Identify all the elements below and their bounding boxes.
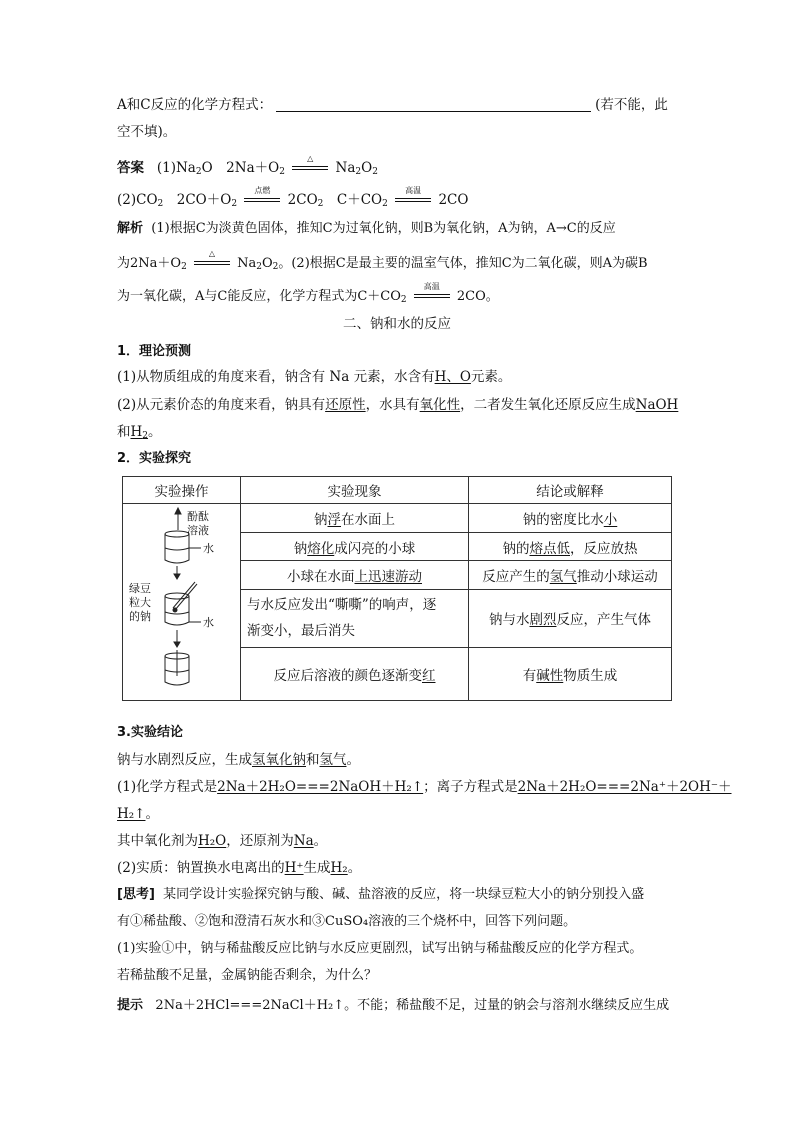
conclusion-cell: 钠的密度比水小 [469, 504, 672, 533]
think-line-1: [思考] 某同学设计实验探究钠与酸、碱、盐溶液的反应，将一块绿豆粒大小的钠分别投入盛 [117, 887, 645, 902]
experiment-table [122, 476, 672, 701]
experiment-illustration [123, 504, 241, 701]
question-line [117, 95, 668, 115]
illus-label-water: 水 [203, 542, 214, 555]
table-header-row [123, 477, 672, 504]
equal-sign-heat-2: △ [194, 251, 230, 269]
question-text: A和C反应的化学方程式： [117, 97, 273, 113]
analysis-label: 解析 [117, 221, 144, 236]
conclusion-cell: 钠的熔点低，反应放热 [469, 532, 672, 561]
hint-label: 提示 [117, 998, 144, 1013]
s3-line-2: (1)化学方程式是2Na＋2H₂O===2NaOH＋H₂↑；离子方程式是2Na＋2H₂O===2Na⁺＋2OH⁻＋ [117, 779, 732, 795]
s1-line-a: (1)从物质组成的角度来看，钠含有 Na 元素，水含有H、O元素。 [117, 369, 512, 385]
illus-label-phenol: 酚酞 [187, 510, 209, 523]
table-header-phenomenon: 实验现象 [241, 477, 469, 504]
s3-line-1: 钠与水剧烈反应，生成氢氧化钠和氢气。 [117, 752, 360, 768]
phenomenon-cell: 反应后溶液的颜色逐渐变红 [241, 647, 469, 700]
phenomenon-cell: 小球在水面上迅速游动 [241, 561, 469, 590]
s3-line-3: H₂↑。 [117, 806, 159, 822]
think-line-4: 若稀盐酸不足量，金属钠能否剩余，为什么？ [117, 968, 378, 983]
s3-line-5: (2)实质：钠置换水电离出的H⁺生成H₂。 [117, 860, 362, 876]
subsection-1-title: 1．理论预测 [117, 344, 192, 359]
table-row [123, 504, 672, 533]
s3-line-4: 其中氧化剂为H₂O，还原剂为Na。 [117, 833, 328, 849]
analysis-line-1: 解析 (1)根据C为淡黄色固体，推知C为过氧化钠，则B为氧化钠，A为钠，A→C的反应 [117, 221, 616, 236]
think-line-3: (1)实验①中，钠与稀盐酸反应比钠与水反应更剧烈，试写出钠与稀盐酸反应的化学方程式。 [117, 941, 643, 956]
equal-sign-high-temp: 高温 [395, 188, 431, 206]
answer-blank[interactable] [276, 97, 591, 112]
question-tail: (若不能，此 [595, 97, 668, 113]
subsection-2-title: 2．实验探究 [117, 451, 192, 466]
phenomenon-cell: 钠熔化成闪亮的小球 [241, 532, 469, 561]
s1-line-c: 和$H_2$。 [117, 424, 162, 441]
table-header-operation: 实验操作 [123, 477, 241, 504]
phenomenon-cell: 钠浮在水面上 [241, 504, 469, 533]
illus-label-sodium: 的钠 [129, 610, 151, 623]
hint-line: 提示 2Na＋2HCl===2NaCl＋H₂↑。不能；稀盐酸不足，过量的钠会与溶剂水继续反应生成 [117, 998, 670, 1013]
illus-label-size: 粒大 [129, 596, 151, 609]
illus-label-water-2: 水 [203, 616, 214, 629]
analysis-line-3: 为一氧化碳，A与C能反应，化学方程式为$C+CO_2$ 高温 2CO。 [117, 282, 499, 305]
answer-label: 答案 [117, 160, 144, 176]
beaker-illustration [125, 504, 238, 696]
table-header-conclusion: 结论或解释 [469, 477, 672, 504]
think-line-2: 有①稀盐酸、②饱和澄清石灰水和③CuSO₄溶液的三个烧杯中，回答下列问题。 [117, 914, 577, 929]
equal-sign-heat: △ [292, 156, 328, 174]
analysis-line-2: 为$2Na+O_2$ △ $Na_2O_2$。(2)根据C是最主要的温室气体，推知C为二氧化碳，则A为碳B [117, 249, 648, 272]
conclusion-cell: 有碱性物质生成 [469, 647, 672, 700]
answer-line-2: $(2)CO_2$ $2CO+O_2$ 点燃 $2CO_2$ $C+CO_2$ 高温 2CO [117, 186, 469, 209]
section-title: 二、钠和水的反应 [343, 316, 451, 332]
equal-sign-ignite: 点燃 [244, 188, 280, 206]
subsection-3-title: 3.实验结论 [117, 725, 183, 740]
phenomenon-cell: 与水反应发出“嘶嘶”的响声，逐 渐变小，最后消失 [241, 590, 469, 647]
answer-line-1: 答案 $(1)Na_2O$ $2Na+O_2$ △ $Na_2O_2$ [117, 154, 378, 177]
conclusion-cell: 钠与水剧烈反应，产生气体 [469, 590, 672, 647]
illus-label-mung: 绿豆 [129, 582, 151, 595]
think-label: [思考] [117, 887, 155, 902]
equal-sign-high-temp-2: 高温 [414, 284, 450, 302]
s1-line-b: (2)从元素价态的角度来看，钠具有还原性，水具有氧化性，二者发生氧化还原反应生成NaOH [117, 397, 679, 413]
question-line-2: 空不填)。 [117, 124, 177, 140]
illus-label-solution: 溶液 [187, 524, 209, 537]
conclusion-cell: 反应产生的氢气推动小球运动 [469, 561, 672, 590]
